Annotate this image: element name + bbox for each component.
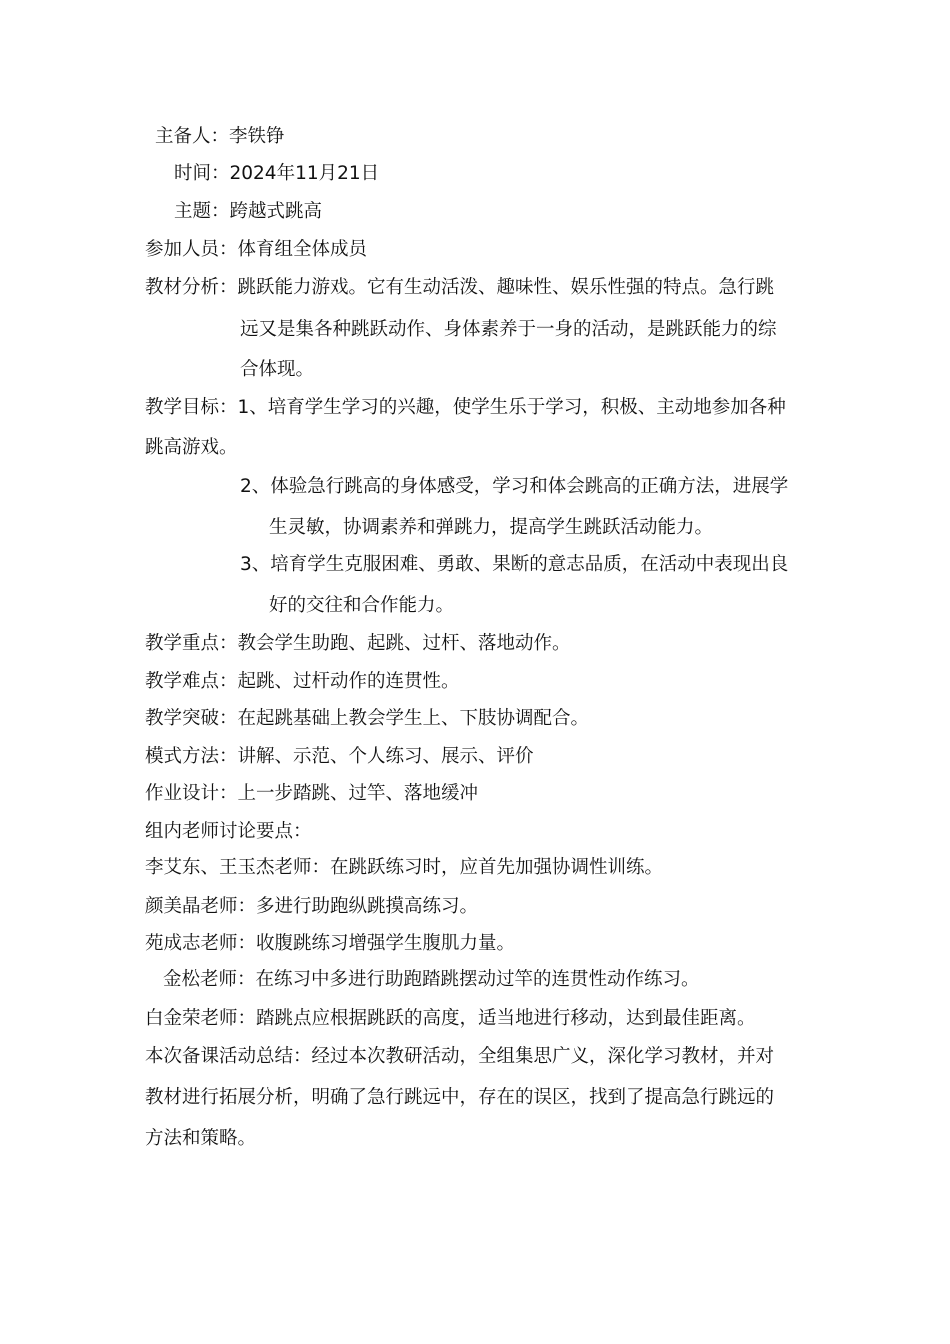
analysis-line: 教材分析：跳跃能力游戏。它有生动活泼、趣味性、娱乐性强的特点。急行跳 — [145, 277, 775, 298]
homework-line: 作业设计：上一步踏跳、过竿、落地缓冲 — [145, 783, 479, 804]
topic-line: 主题：跨越式跳高 — [174, 201, 323, 222]
teacher-comment: 金松老师：在练习中多进行助跑踏跳摆动过竿的连贯性动作练习。 — [163, 969, 700, 990]
objective-line: 好的交往和合作能力。 — [269, 595, 455, 616]
teacher-comment: 李艾东、王玉杰老师：在跳跃练习时，应首先加强协调性训练。 — [145, 857, 664, 878]
teacher-comment: 苑成志老师：收腹跳练习增强学生腹肌力量。 — [145, 933, 516, 954]
objective-line: 生灵敏，协调素养和弹跳力，提高学生跳跃活动能力。 — [269, 517, 714, 538]
teacher-comment: 白金荣老师：踏跳点应根据跳跃的高度，适当地进行移动，达到最佳距离。 — [145, 1008, 756, 1029]
summary-line: 教材进行拓展分析，明确了急行跳远中，存在的误区，找到了提高急行跳远的 — [145, 1087, 775, 1108]
time-line: 时间：2024年11月21日 — [174, 163, 380, 184]
analysis-line: 远又是集各种跳跃动作、身体素养于一身的活动，是跳跃能力的综 — [240, 319, 777, 340]
summary-line: 方法和策略。 — [145, 1128, 257, 1149]
teacher-comment: 颜美晶老师：多进行助跑纵跳摸高练习。 — [145, 896, 479, 917]
objective-line: 3、培育学生克服困难、勇敢、果断的意志品质，在活动中表现出良 — [240, 554, 789, 575]
preparer-line: 主备人：李铁铮 — [155, 126, 285, 147]
discussion-heading: 组内老师讨论要点： — [145, 821, 312, 842]
methods-line: 模式方法：讲解、示范、个人练习、展示、评价 — [145, 746, 534, 767]
breakthrough-line: 教学突破：在起跳基础上教会学生上、下肢协调配合。 — [145, 708, 590, 729]
difficulty-line: 教学难点：起跳、过杆动作的连贯性。 — [145, 671, 460, 692]
participants-line: 参加人员：体育组全体成员 — [145, 239, 368, 260]
objective-line: 教学目标：1、培育学生学习的兴趣，使学生乐于学习，积极、主动地参加各种 — [145, 397, 786, 418]
summary-line: 本次备课活动总结：经过本次教研活动，全组集思广义，深化学习教材，并对 — [145, 1046, 775, 1067]
objective-line: 2、体验急行跳高的身体感受，学习和体会跳高的正确方法，进展学 — [240, 476, 789, 497]
objective-line: 跳高游戏。 — [145, 437, 238, 458]
analysis-line: 合体现。 — [240, 359, 315, 380]
key-point-line: 教学重点：教会学生助跑、起跳、过杆、落地动作。 — [145, 633, 571, 654]
